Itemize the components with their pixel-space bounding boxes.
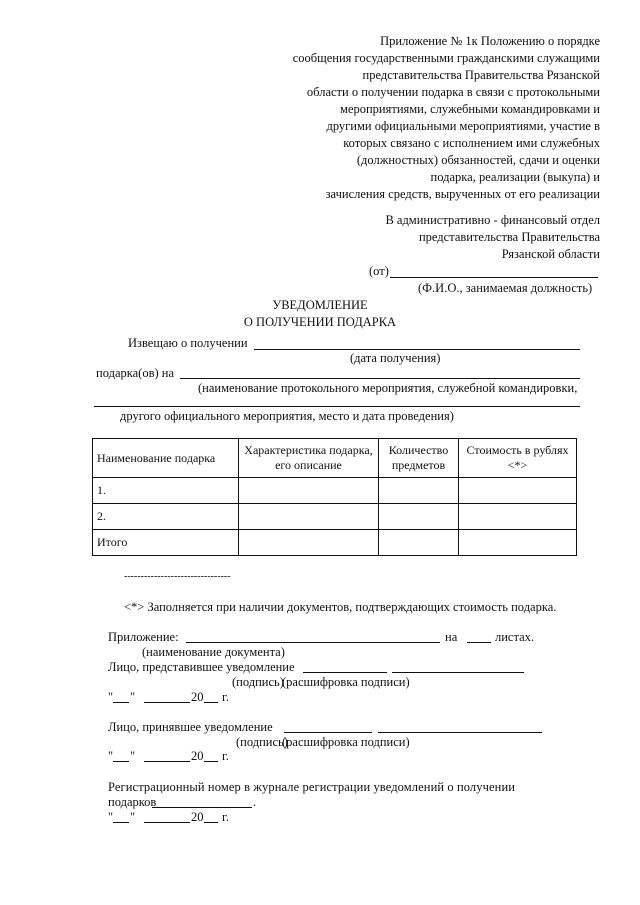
registration-number-field[interactable] <box>152 807 252 808</box>
table-cell[interactable] <box>459 478 577 504</box>
date-caption: (дата получения) <box>350 351 441 365</box>
col-header-name: Наименование подарка <box>93 439 239 478</box>
header-line: которых связано с исполнением ими служебных <box>343 136 600 150</box>
from-label: (от) <box>369 264 389 278</box>
footnote-separator: -------------------------------- <box>124 571 231 582</box>
table-cell[interactable] <box>459 530 577 556</box>
registration-line-1: Регистрационный номер в журнале регистрации уведомлений о получении <box>108 780 516 794</box>
submitter-decode-field[interactable] <box>392 672 524 673</box>
row-label: 1. <box>93 478 239 504</box>
header-line: мероприятиями, служебными командировками и <box>340 102 600 116</box>
attachment-sheets-field[interactable] <box>467 642 491 643</box>
table-cell[interactable] <box>379 504 459 530</box>
submitter-sign-field[interactable] <box>303 672 387 673</box>
receiver-decode-field[interactable] <box>378 732 542 733</box>
year-field[interactable] <box>204 822 218 823</box>
addressee-line: представительства Правительства <box>418 230 600 244</box>
attachment-sheets: листах. <box>495 630 535 644</box>
quote-open: " <box>108 810 114 824</box>
year-suffix: г. <box>222 749 229 763</box>
event-caption-1: (наименование протокольного мероприятия, служебной командировки, <box>198 381 578 395</box>
col-header-cost: Стоимость в рублях <*> <box>459 439 577 478</box>
receiver-decode-caption: (расшифровка подписи) <box>282 735 410 749</box>
month-field[interactable] <box>144 702 190 703</box>
table-cell[interactable] <box>379 530 459 556</box>
receiver-sign-field[interactable] <box>284 732 372 733</box>
table-row <box>93 478 577 504</box>
submitter-sign-caption: (подпись) <box>232 675 284 689</box>
event-caption-2: другого официального мероприятия, место и дата проведения) <box>120 409 454 423</box>
receiver-sign-caption: (подпись) <box>236 735 288 749</box>
attachment-label: Приложение: <box>108 630 179 644</box>
header-line: Приложение № 1к Положению о порядке <box>380 34 600 48</box>
registration-label: подарков <box>108 795 157 809</box>
year-label: 20 <box>191 810 204 824</box>
from-field[interactable] <box>390 277 598 278</box>
date-received-field[interactable] <box>254 349 580 350</box>
day-field[interactable] <box>113 702 129 703</box>
addressee-line: В административно - финансовый отдел <box>385 213 600 227</box>
row-label: 2. <box>93 504 239 530</box>
table-cell[interactable] <box>379 478 459 504</box>
header-line: представительства Правительства Рязанской <box>362 68 600 82</box>
year-field[interactable] <box>204 761 218 762</box>
header-line: сообщения государственными гражданскими служащими <box>292 51 600 65</box>
quote-close: " <box>130 749 136 763</box>
gifts-table <box>92 438 577 556</box>
table-row <box>93 504 577 530</box>
footnote-text: <*> Заполняется при наличии документов, подтверждающих стоимость подарка. <box>124 600 557 614</box>
gift-label: подарка(ов) на <box>96 366 175 380</box>
quote-open: " <box>108 749 114 763</box>
quote-close: " <box>130 690 136 704</box>
year-field[interactable] <box>204 702 218 703</box>
table-cell[interactable] <box>239 530 379 556</box>
year-suffix: г. <box>222 810 229 824</box>
year-label: 20 <box>191 690 204 704</box>
attachment-doc-field[interactable] <box>186 642 440 643</box>
title-line-2: О ПОЛУЧЕНИИ ПОДАРКА <box>243 315 397 329</box>
header-line: подарка, реализации (выкупа) и <box>430 170 600 184</box>
month-field[interactable] <box>144 822 190 823</box>
title-line-1: УВЕДОМЛЕНИЕ <box>272 298 368 312</box>
receiver-label: Лицо, принявшее уведомление <box>108 720 273 734</box>
header-line: (должностных) обязанностей, сдачи и оценки <box>356 153 600 167</box>
col-header-description: Характеристика подарка, его описание <box>239 439 379 478</box>
addressee-line: Рязанской области <box>501 247 600 261</box>
event-field-2[interactable] <box>94 406 580 407</box>
table-cell[interactable] <box>459 504 577 530</box>
year-label: 20 <box>191 749 204 763</box>
registration-end: . <box>253 795 257 809</box>
quote-open: " <box>108 690 114 704</box>
year-suffix: г. <box>222 690 229 704</box>
header-line: области о получении подарка в связи с протокольными <box>306 85 600 99</box>
submitter-decode-caption: (расшифровка подписи) <box>282 675 410 689</box>
header-line: зачисления средств, вырученных от его реализации <box>325 187 600 201</box>
from-caption: (Ф.И.О., занимаемая должность) <box>418 281 593 295</box>
day-field[interactable] <box>113 822 129 823</box>
table-cell[interactable] <box>239 478 379 504</box>
attachment-caption: (наименование документа) <box>142 645 285 659</box>
submitter-label: Лицо, представившее уведомление <box>108 660 295 674</box>
event-field[interactable] <box>180 378 580 379</box>
table-row <box>93 530 577 556</box>
attachment-on: на <box>445 630 458 644</box>
table-cell[interactable] <box>239 504 379 530</box>
col-header-quantity: Количество предметов <box>379 439 459 478</box>
notify-label: Извещаю о получении <box>128 336 248 350</box>
day-field[interactable] <box>113 761 129 762</box>
header-line: другими официальными мероприятиями, участие в <box>326 119 600 133</box>
quote-close: " <box>130 810 136 824</box>
row-label: Итого <box>93 530 239 556</box>
table-header-row <box>93 439 577 478</box>
month-field[interactable] <box>144 761 190 762</box>
